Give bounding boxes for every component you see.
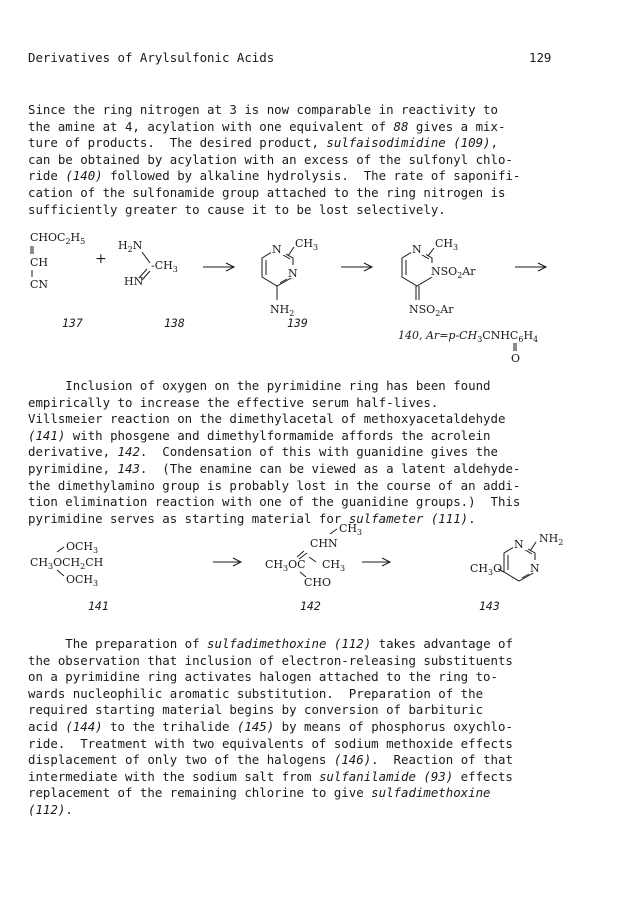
- text-segment: displacement of only two of the halogens: [28, 752, 334, 768]
- text-line: [28, 411, 614, 428]
- compound-143: [470, 532, 563, 581]
- scheme-2-drawing: [0, 520, 638, 620]
- italic-text-segment: (140): [65, 168, 103, 184]
- text-segment: followed by alkaline hydrolysis. The rate of saponifi-: [102, 168, 521, 184]
- italic-text-segment: (141): [28, 427, 66, 443]
- text-line: [28, 719, 614, 736]
- svg-text:CHN: CHN: [310, 537, 338, 550]
- text-segment: Since the ring nitrogen at 3 is now comparable in reactivity to: [28, 102, 498, 117]
- italic-text-segment: sulfadimethoxine (112): [207, 636, 372, 651]
- text-segment: required starting material begins by conversion of barbituric: [28, 702, 484, 718]
- svg-text:CH3: $CH_3$: [322, 558, 346, 573]
- reaction-arrow: [515, 263, 546, 271]
- text-segment: . Condensation of this with guanidine gives the: [139, 444, 498, 460]
- svg-text:N: N: [514, 538, 524, 551]
- svg-text:HN: HN: [124, 275, 144, 288]
- text-segment: to the trihalide: [102, 718, 237, 734]
- compound-label-137: 137: [62, 316, 83, 330]
- text-segment: on a pyrimidine ring activates halogen attached to the ring to-: [28, 669, 498, 685]
- italic-text-segment: 143: [117, 460, 140, 476]
- text-line: [28, 119, 614, 136]
- text-segment: ,: [490, 135, 498, 151]
- italic-text-segment: sulfameter (111): [348, 510, 469, 526]
- text-line: [28, 669, 614, 686]
- reaction-arrow: [341, 263, 372, 271]
- reaction-scheme-1: [0, 225, 638, 365]
- text-segment: pyrimidine serves as starting material for: [28, 510, 349, 526]
- text-line: [28, 686, 614, 703]
- text-line: [28, 736, 614, 753]
- svg-text:CN: CN: [30, 278, 49, 291]
- compound-140: [402, 237, 490, 318]
- text-line: [28, 444, 614, 461]
- svg-text:NH2: $NH_2$: [539, 532, 564, 547]
- plus-sign: +: [95, 251, 107, 267]
- text-line: [28, 202, 614, 219]
- reaction-scheme-2: [0, 520, 638, 620]
- text-line: [28, 478, 614, 495]
- text-segment: ride. Treatment with two equivalents of sodium methoxide effects: [28, 735, 513, 751]
- text-segment: Villsmeier reaction on the dimethylacetal of methoxyacetaldehyde: [28, 411, 506, 427]
- text-segment: the dimethylamino group is probably lost in the course of an addi-: [28, 477, 521, 493]
- text-segment: pyrimidine,: [28, 460, 118, 476]
- italic-text-segment: (112): [28, 801, 66, 817]
- paragraph-2: [28, 378, 614, 527]
- text-segment: can be obtained by acylation with an excess of the sulfonyl chlo-: [28, 151, 513, 167]
- paragraph-1: [28, 102, 614, 218]
- text-segment: effects: [453, 768, 513, 784]
- scheme-1-drawing: [0, 225, 638, 365]
- text-segment: empirically to increase the effective serum half-lives.: [28, 394, 439, 410]
- italic-text-segment: sulfaisodimidine (109): [326, 135, 491, 151]
- text-segment: ride: [28, 168, 66, 184]
- svg-text:CH: CH: [30, 256, 49, 269]
- italic-text-segment: 142: [117, 444, 140, 460]
- compound-138: [118, 239, 178, 288]
- svg-text:OCH3: $OCH_3$: [66, 573, 99, 588]
- svg-text:-CH3: $-CH_3$: [151, 259, 178, 274]
- text-segment: the amine at 4, acylation with one equivalent of: [28, 118, 394, 134]
- text-segment: ture of products. The desired product,: [28, 135, 327, 151]
- svg-text:CHOC2H5: $CHOC_2H_5$: [30, 231, 86, 246]
- text-line: [28, 752, 614, 769]
- italic-text-segment: (144): [65, 718, 103, 734]
- text-segment: . Reaction of that: [371, 752, 513, 768]
- text-line: [28, 785, 614, 802]
- text-segment: tion elimination reaction with one of the guanidine groups.) This: [28, 494, 521, 510]
- compound-142: [265, 522, 362, 589]
- svg-text:N: N: [412, 243, 422, 256]
- text-segment: .: [468, 510, 476, 526]
- text-segment: The preparation of: [28, 636, 208, 651]
- text-line: [28, 395, 614, 412]
- compound-141: [30, 540, 103, 588]
- text-line: [28, 135, 614, 152]
- italic-text-segment: (145): [236, 718, 275, 734]
- text-line: [28, 494, 614, 511]
- text-segment: sufficiently greater to cause it to be lost selectively.: [28, 201, 446, 217]
- text-line: [28, 653, 614, 670]
- svg-text:CH3OC: $CH_3OC$: [265, 558, 306, 573]
- compound-139: [262, 237, 318, 318]
- svg-text:N: N: [272, 243, 282, 256]
- svg-text:CH3: $CH_3$: [435, 237, 459, 252]
- italic-text-segment: (146): [333, 752, 372, 768]
- compound-label-141: 141: [88, 599, 109, 613]
- text-segment: intermediate with the sodium salt from: [28, 768, 319, 784]
- text-segment: acid: [28, 718, 66, 734]
- text-segment: the observation that inclusion of electron-releasing substituents: [28, 652, 513, 668]
- running-header-title: Derivatives of Arylsulfonic Acids: [28, 50, 275, 65]
- text-segment: .: [65, 801, 73, 817]
- reaction-arrow: [362, 558, 390, 566]
- paragraph-3: [28, 636, 614, 819]
- compound-label-142: 142: [300, 599, 321, 613]
- text-line: [28, 168, 614, 185]
- compound-label-140: 140, $Ar=p-CH_3CNHC_6H_4$: [398, 329, 539, 344]
- text-segment: replacement of the remaining chlorine to give: [28, 785, 372, 801]
- svg-text:CH3O: $CH_3O$: [470, 562, 503, 577]
- text-segment: derivative,: [28, 444, 118, 460]
- svg-text:CH3: $CH_3$: [295, 237, 319, 252]
- italic-text-segment: sulfanilamide (93): [318, 768, 454, 784]
- text-line: [28, 428, 614, 445]
- text-line: [28, 802, 614, 819]
- text-segment: takes advantage of: [371, 636, 513, 651]
- text-line: [28, 461, 614, 478]
- svg-text:CH3: $CH_3$: [339, 522, 363, 537]
- compound-label-139: 139: [287, 316, 308, 330]
- text-line: [28, 636, 614, 653]
- text-line: [28, 702, 614, 719]
- text-line: [28, 185, 614, 202]
- svg-text:N: N: [288, 267, 298, 280]
- svg-text:OCH3: $OCH_3$: [66, 540, 99, 555]
- text-line: [28, 378, 614, 395]
- italic-text-segment: sulfadimethoxine: [371, 785, 491, 801]
- svg-text:N: N: [530, 562, 540, 575]
- svg-text:CH3OCH2CH: $CH_3OCH_2CH$: [30, 556, 104, 571]
- text-segment: with phosgene and dimethylformamide affords the acrolein: [65, 427, 491, 443]
- compound-137: [30, 231, 85, 291]
- reaction-arrow: [203, 263, 234, 271]
- text-segment: Inclusion of oxygen on the pyrimidine ring has been found: [28, 378, 491, 393]
- svg-text:NSO2Ar: $NSO_2Ar$: [431, 265, 476, 280]
- svg-text:O: O: [511, 352, 521, 365]
- text-line: [28, 152, 614, 169]
- reaction-arrow: [213, 558, 241, 566]
- text-segment: cation of the sulfonamide group attached to the ring nitrogen is: [28, 184, 506, 200]
- svg-text:NH2: $NH_2$: [270, 303, 295, 318]
- text-segment: wards nucleophilic aromatic substitution. Preparation of the: [28, 685, 484, 701]
- svg-text:NSO2Ar: $NSO_2Ar$: [409, 303, 454, 318]
- page-number: 129: [529, 50, 552, 65]
- svg-text:H2N: $H_2N$: [118, 239, 143, 254]
- text-line: [28, 769, 614, 786]
- text-segment: by means of phosphorus oxychlo-: [274, 718, 513, 734]
- compound-label-143: 143: [479, 599, 500, 613]
- svg-text:CHO: CHO: [304, 576, 332, 589]
- compound-label-138: 138: [164, 316, 185, 330]
- text-line: [28, 102, 614, 119]
- italic-text-segment: 88: [393, 118, 409, 134]
- text-segment: . (The enamine can be viewed as a latent aldehyde-: [139, 460, 521, 476]
- text-segment: gives a mix-: [408, 118, 506, 134]
